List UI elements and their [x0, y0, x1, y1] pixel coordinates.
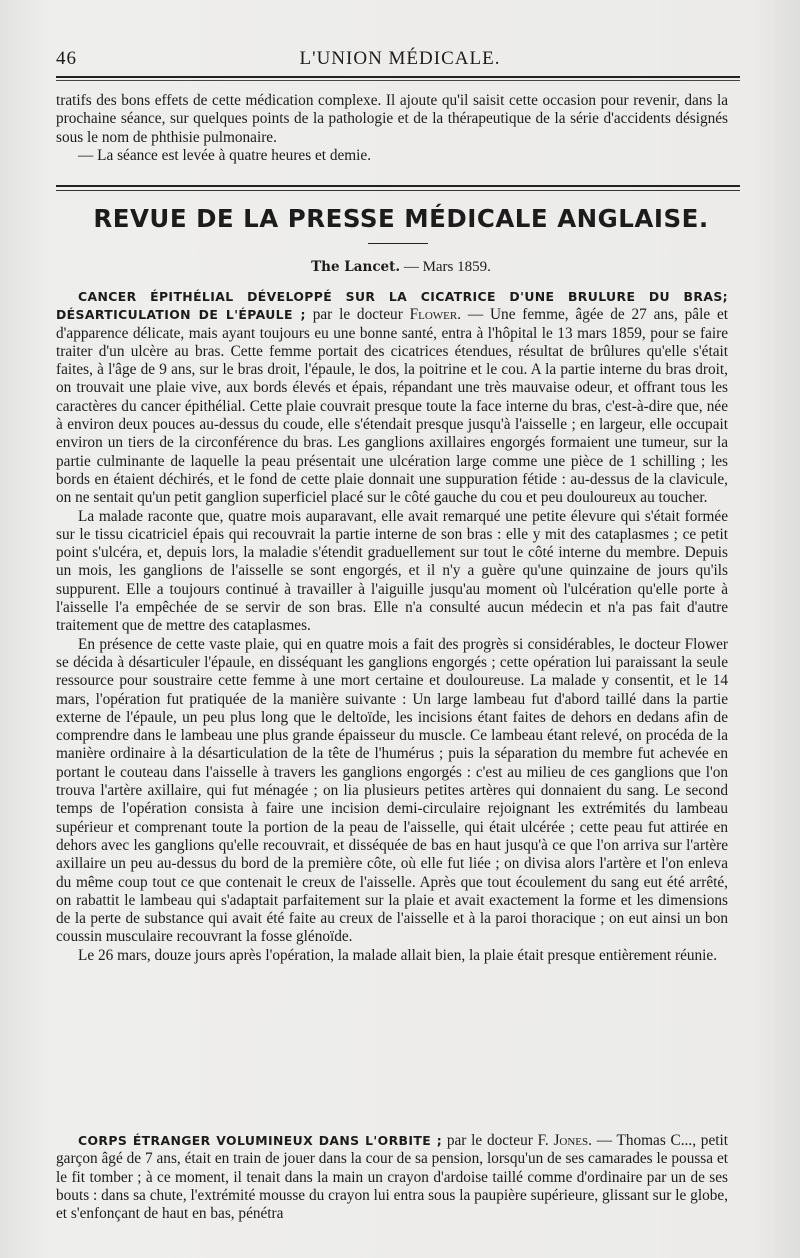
byline-prefix: par le docteur	[305, 306, 410, 324]
header-rule-thin	[56, 80, 740, 81]
article-body: . — Une femme, âgée de 27 ans, pâle et d'apparence délicate, mais ayant toujours eu une bonne santé, entra à l'hôpital le 13 mars 1859, pour se faire traiter d'un ulcère au bras. Cette femme portait des cicatrices étendues, résultat de brûlures qu'elle s'était faites, à l'âge de 9 ans, sur le bras droit, l'épaule, le dos, la poitrine et le cou. A la partie interne du bras droit, on trouvait une plaie vive, aux bords élevés et épais, répandant une très mauvaise odeur, et offrant tous les caractères du cancer épithélial. Cette plaie couvrait presque toute la face interne du bras, c'est-à-dire que, née à environ deux pouces au-dessus du coude, elle s'étendait presque jusqu'à l'aisselle ; en largeur, elle occupait environ un tiers de la circonférence du bras. Les ganglions axillaires engorgés formaient une tumeur, sur la partie culminante de laquelle la peau présentait une ulcération large comme une pièce de 1 schilling ; les bords en étaient déchirés, et le fond de cette plaie donnait une suppuration fétide : au-dessus de la clavicule, on ne sentait qu'un petit ganglion superficiel placé sur le côté gauche du cou et peu douloureux au toucher.	[56, 306, 728, 507]
article-paragraph	[56, 1132, 728, 1223]
article-cancer	[56, 288, 728, 965]
section-divider	[56, 185, 740, 187]
source-line	[56, 259, 746, 276]
journal-title: L'UNION MÉDICALE.	[299, 48, 501, 69]
article-foreign-body	[56, 1132, 728, 1223]
page-number: 46	[56, 48, 77, 69]
running-header	[56, 44, 744, 76]
article-heading: CANCER ÉPITHÉLIAL DÉVELOPPÉ SUR LA CICATRICE D'UNE BRULURE DU BRAS; DÉSARTICULATION DE L'ÉPAULE ;	[56, 289, 728, 323]
session-closing: — La séance est levée à quatre heures et demie.	[78, 146, 372, 164]
section-title: REVUE DE LA PRESSE MÉDICALE ANGLAISE.	[93, 204, 709, 233]
source-date: — Mars 1859.	[403, 259, 491, 275]
article-paragraph	[56, 288, 728, 508]
article-paragraph: Le 26 mars, douze jours après l'opération, la malade allait bien, la plaie était presque entièrement réunie.	[78, 946, 718, 964]
author-name: F. Jones	[537, 1132, 589, 1149]
title-underline	[368, 243, 428, 244]
section-divider-thin	[56, 190, 740, 191]
article-paragraph: La malade raconte que, quatre mois auparavant, elle avait remarqué une petite élevure qui s'était formée sur le tissu cicatriciel épais qui recouvrait la partie interne de son bras : elle y mit des cataplasmes ; ce petit point s'ulcéra, et, depuis lors, la maladie s'étendit graduellement sur tout le côté interne du membre. Depuis un mois, les ganglions de l'aisselle se sont engorgés, et il n'y a guère qu'une quinzaine de jours qu'ils suppurent. Elle a toujours continué à travailler à l'aiguille jusqu'au moment où l'ulcération qu'elle porte à l'aisselle l'a empêchée de se servir de son bras. Elle n'a consulté aucun médecin et n'a pas fait d'autre traitement que de mettre des cataplasmes.	[56, 507, 728, 635]
intro-paragraph: tratifs des bons effets de cette médication complexe. Il ajoute qu'il saisit cette occasion pour revenir, dans la prochaine séance, sur quelques points de la pathologie et de la thérapeutique de la série d'accidents désignés sous le nom de phthisie pulmonaire.	[56, 92, 728, 146]
source-name: The Lancet.	[311, 259, 401, 275]
header-rule	[56, 76, 740, 78]
article-paragraph: En présence de cette vaste plaie, qui en quatre mois a fait des progrès si considérables, le docteur Flower se décida à désarticuler l'épaule, en disséquant les ganglions engorgés ; cette opération lui paraissant la seule ressource pour soustraire cette femme à une mort certaine et douloureuse. La malade y consentit, et le 14 mars, l'opération fut pratiquée de la manière suivante : Un large lambeau fut d'abord taillé dans la partie externe de l'épaule, un peu plus long que le deltoïde, les incisions étant faites de dehors en dedans afin de comprendre dans le lambeau une plus grande épaisseur du muscle. Ce lambeau étant relevé, on procéda de la manière ordinaire à la désarticulation de la tête de l'humérus ; puis la séparation du membre fut achevée en portant le couteau dans l'aisselle à travers les ganglions engorgés : c'est au milieu de ces ganglions que l'on trouva l'artère axillaire, qui fut ménagée ; on lia plusieurs petites artères qui donnaient du sang. Le second temps de l'opération consista à faire une incision demi-circulaire rejoignant les extrémités du lambeau supérieur et comprenant toute la portion de la peau de l'aisselle, qui était ulcérée ; cette peau fut attirée en dehors avec les ganglions qu'elle recouvrait, et disséquée de bas en haut jusqu'à ce que l'on arriva sur l'artère axillaire un peu au-dessus du bord de la première côte, où elle fut liée ; on divisa alors l'artère et l'on enleva du même coup tout ce que contenait le creux de l'aisselle. Après que tout écoulement du sang eut été arrêté, on rabattit le lambeau qui s'adaptait parfaitement sur la plaie et avait exactement la forme et les dimensions de la perte de substance qui avait été faite au creux de l'aisselle et à la paroi thoracique ; on eut ainsi un bon coussin musculaire recouvrant la fosse glénoïde.	[56, 635, 728, 946]
byline-prefix: par le docteur	[442, 1132, 538, 1149]
intro-text	[56, 92, 728, 165]
article-body: . — Thomas C..., petit garçon âgé de 7 ans, était en train de jouer dans la cour de sa pension, lorsqu'un de ses camarades le poussa et le fit tomber ; à ce moment, il tenait dans la main un crayon d'ardoise taillé comme d'ordinaire par un de ses bouts : dans sa chute, l'extrémité mousse du crayon lui entra sous la paupière supérieure, glissant sur le globe, et s'enfonçant de haut en bas, pénétra	[56, 1132, 728, 1223]
author-name: Flower	[409, 306, 458, 324]
article-heading: CORPS ÉTRANGER VOLUMINEUX DANS L'ORBITE ;	[78, 1133, 443, 1148]
